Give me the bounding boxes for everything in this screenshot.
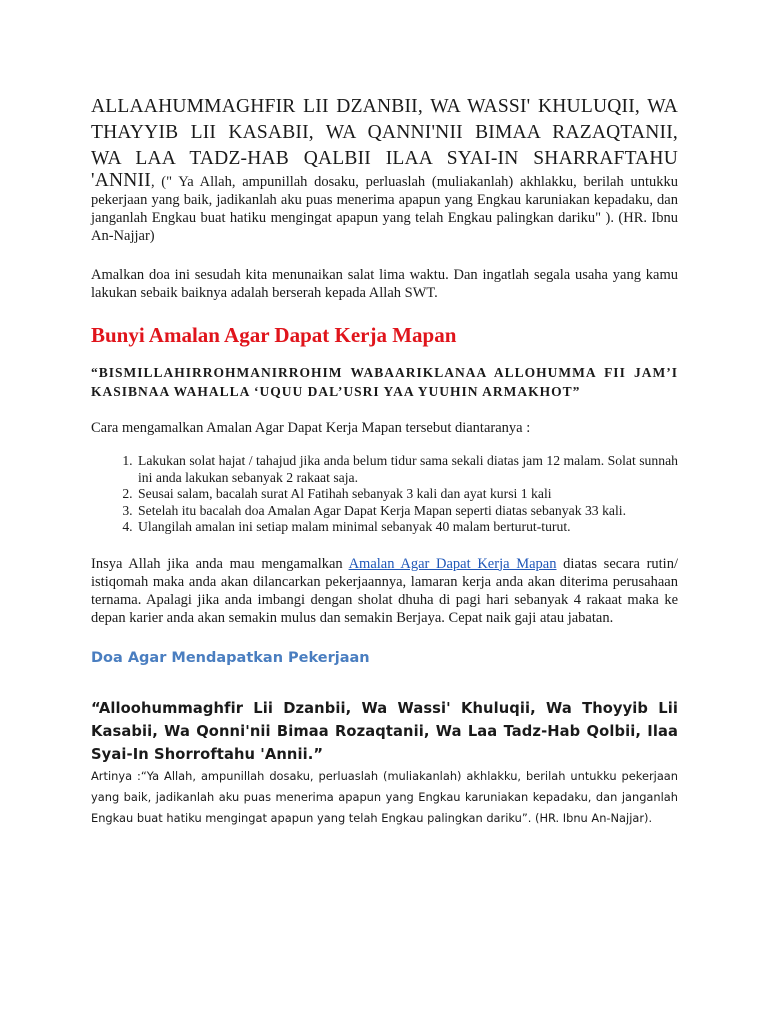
closing-text-end: diatas secara rutin/ istiqomah maka anda akan dilancarkan pekerjaannya, lamaran kerja anda akan diterima perusahaan ternama. Apalagi jika anda imbangi dengan sholat dhuha di pagi hari sebanyak 4 rakaat maka ke depan karier anda akan semakin mulus dan semakin Berjaya. Cepat naik gaji atau jabatan. <box>91 555 678 626</box>
section-heading-amalan: Bunyi Amalan Agar Dapat Kerja Mapan <box>91 323 457 347</box>
intro-dua-line-2: THAYYIB LII KASABII, WA QANNI'NII BIMAA RAZAQTANII, <box>91 122 678 143</box>
closing-paragraph <box>91 555 678 627</box>
method-intro: Cara mengamalkan Amalan Agar Dapat Kerja Mapan tersebut diantaranya : <box>91 420 531 436</box>
closing-text-start: Insya Allah jika anda mau mengamalkan <box>91 555 349 572</box>
list-item: 1. Lakukan solat hajat / tahajud jika anda belum tidur sama sekali diatas jam 12 malam. Solat sunnah ini anda lakukan sebanyak 2 rakaat saja. <box>136 453 678 486</box>
practice-note: Amalkan doa ini sesudah kita menunaikan salat lima waktu. Dan ingatlah segala usaha yang kamu lakukan sebaik baiknya adalah berserah kepada Allah SWT. <box>91 267 678 301</box>
amalan-dua-text: “BISMILLAHIRROHMANIRROHIM WABAARIKLANAA ALLOHUMMA FII JAM’I KASIBNAA WAHALLA ‘UQUU DAL’USRI YAA YUUHIN ARMAKHOT” <box>91 365 678 399</box>
intro-translation <box>91 172 678 245</box>
steps-list <box>91 453 678 536</box>
intro-dua-tail: 'ANNII <box>91 170 151 191</box>
document-content <box>91 94 678 829</box>
doa-translation: Artinya :“Ya Allah, ampunillah dosaku, perluaslah (muliakanlah) akhlakku, berilah untukku pekerjaan yang baik, jadikanlah aku puas menerima apapun yang Engkau karuniakan kepadaku, dan janganlah Engkau buat hatiku mengingat apapun yang telah Engkau palingkan dariku”. (HR. Ibnu An-Najjar). <box>91 768 678 825</box>
amalan-link[interactable]: Amalan Agar Dapat Kerja Mapan <box>348 555 557 572</box>
section-heading-doa: Doa Agar Mendapatkan Pekerjaan <box>91 649 370 666</box>
list-item: 2. Seusai salam, bacalah surat Al Fatihah sebanyak 3 kali dan ayat kursi 1 kali <box>136 486 678 503</box>
intro-dua-line-3: WA LAA TADZ-HAB QALBII ILAA SYAI-IN SHARRAFTAHU <box>91 148 678 169</box>
list-item: 4. Ulangilah amalan ini setiap malam minimal sebanyak 40 malam berturut-turut. <box>136 519 678 536</box>
intro-dua-line-1: ALLAAHUMMAGHFIR LII DZANBII, WA WASSI' KHULUQII, WA <box>91 96 678 117</box>
list-item: 3. Setelah itu bacalah doa Amalan Agar Dapat Kerja Mapan seperti diatas sebanyak 33 kali. <box>136 503 678 520</box>
doa-text: “Alloohummaghfir Lii Dzanbii, Wa Wassi' Khuluqii, Wa Thoyyib Lii Kasabii, Wa Qonni'nii Bimaa Rozaqtanii, Wa Laa Tadz-Hab Qolbii, Ilaa Syai-In Shorroftahu 'Annii.” <box>91 699 678 763</box>
intro-translation-text: , (" Ya Allah, ampunillah dosaku, perluaslah (muliakanlah) akhlakku, berilah untukku pekerjaan yang baik, jadikanlah aku puas menerima apapun yang Engkau karuniakan kepadaku, dan janganlah Engkau buat hatiku mengingat apapun yang telah Engkau palingkan dariku" ). (HR. Ibnu An-Najjar) <box>91 174 678 244</box>
